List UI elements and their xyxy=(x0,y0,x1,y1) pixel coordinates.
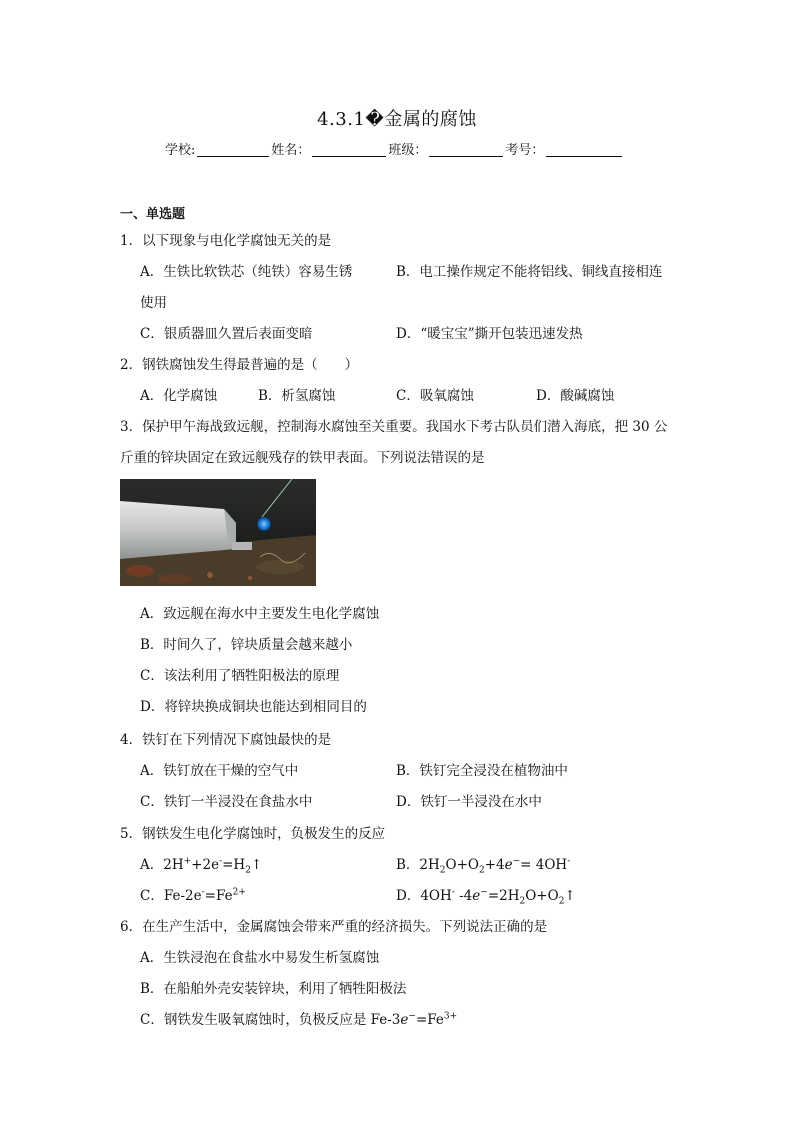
question-1-option-a[interactable]: A．生铁比软铁芯（纯铁）容易生锈 xyxy=(140,264,353,280)
formula-part: ↑ xyxy=(564,888,576,904)
option-a-prefix: A． xyxy=(140,857,164,873)
formula-part: = 4OH xyxy=(520,857,568,873)
formula-part: =2H xyxy=(487,888,520,904)
formula-part: -4 xyxy=(454,888,473,904)
school-blank[interactable] xyxy=(197,142,269,157)
question-3-option-a[interactable]: A．致远舰在海水中主要发生电化学腐蚀 xyxy=(140,606,380,622)
question-3-option-d[interactable]: D．将锌块换成铜块也能达到相同目的 xyxy=(140,699,367,715)
formula-sup: + xyxy=(183,856,192,867)
page-title: 4.3.1�金属的腐蚀 xyxy=(317,109,477,130)
question-3-stem-line-1: 3．保护甲午海战致远舰，控制海水腐蚀至关重要。我国水下考古队员们潜入海底，把 30 公 xyxy=(120,419,668,435)
question-3-option-b[interactable]: B．时间久了，锌块质量会越来越小 xyxy=(140,637,353,653)
question-1-option-b[interactable]: B．电工操作规定不能将铝线、铜线直接相连 xyxy=(396,264,663,280)
zinc-block-on-shipwreck-photo xyxy=(120,479,316,586)
formula-part: =Fe xyxy=(204,888,233,904)
school-label: 学校: xyxy=(165,143,196,158)
formula-sub: 2 xyxy=(478,865,485,876)
question-2-stem: 2．钢铁腐蚀发生得最普遍的是（ ） xyxy=(120,357,359,373)
formula-part: 2H xyxy=(419,857,440,873)
question-2-option-c[interactable]: C．吸氧腐蚀 xyxy=(396,388,474,404)
formula-part: +2e xyxy=(191,857,220,873)
option-c-prefix: C． xyxy=(140,888,164,904)
formula-sup: - xyxy=(201,887,205,898)
formula-sup: - xyxy=(219,856,223,867)
formula-part: 4OH xyxy=(420,888,452,904)
class-blank[interactable] xyxy=(429,142,503,157)
exam-no-label: 考号： xyxy=(505,143,545,158)
formula-sub: 2 xyxy=(519,896,526,907)
question-4-option-c[interactable]: C．铁钉一半浸没在食盐水中 xyxy=(140,794,313,810)
formula-sup: − xyxy=(512,856,521,867)
question-6-option-a[interactable]: A．生铁浸泡在食盐水中易发生析氢腐蚀 xyxy=(140,950,380,966)
formula-part: +4 xyxy=(484,857,505,873)
section-heading: 一、单选题 xyxy=(120,207,186,222)
formula-sup: − xyxy=(480,887,488,898)
formula-part: O+O xyxy=(525,888,559,904)
question-6-option-b[interactable]: B．在船舶外壳安装锌块，利用了牺牲阳极法 xyxy=(140,981,407,997)
formula-sup: 3+ xyxy=(443,1011,458,1022)
name-blank[interactable] xyxy=(312,142,386,157)
student-info-line xyxy=(165,139,624,158)
question-5-stem: 5．钢铁发生电化学腐蚀时，负极发生的反应 xyxy=(120,826,386,842)
formula-sub: 2 xyxy=(558,896,565,907)
question-1-stem: 1．以下现象与电化学腐蚀无关的是 xyxy=(120,233,332,249)
question-4-option-d[interactable]: D．铁钉一半浸没在水中 xyxy=(396,794,542,810)
question-2-option-d[interactable]: D．酸碱腐蚀 xyxy=(536,388,615,404)
question-5-option-c[interactable] xyxy=(140,884,246,904)
formula-sup: 2+ xyxy=(232,887,246,898)
formula-part: Fe-2e xyxy=(163,888,202,904)
class-label: 班级： xyxy=(388,143,428,158)
formula-sup: - xyxy=(567,856,571,867)
formula-part: ↑ xyxy=(250,857,263,873)
question-1-option-b-continued: 使用 xyxy=(140,295,167,311)
question-6-option-c[interactable] xyxy=(140,1008,457,1028)
formula-sub: 2 xyxy=(439,865,446,876)
option-b-prefix: B． xyxy=(396,857,420,873)
formula-part: =H xyxy=(222,857,246,873)
question-4-stem: 4．铁钉在下列情况下腐蚀最快的是 xyxy=(120,732,332,748)
question-3-option-c[interactable]: C．该法利用了牺牲阳极法的原理 xyxy=(140,668,340,684)
name-label: 姓名： xyxy=(271,143,311,158)
question-4-option-a[interactable]: A．铁钉放在干燥的空气中 xyxy=(140,763,299,779)
question-1-option-c[interactable]: C．银质器皿久置后表面变暗 xyxy=(140,326,313,342)
option-c-text: C．钢铁发生吸氧腐蚀时，负极反应是 Fe-3 xyxy=(140,1012,401,1028)
formula-part: 2H xyxy=(163,857,184,873)
question-2-option-b[interactable]: B．析氢腐蚀 xyxy=(258,388,336,404)
question-5-option-b[interactable] xyxy=(396,853,571,876)
formula-sub: 2 xyxy=(245,865,251,876)
question-2-option-a[interactable]: A．化学腐蚀 xyxy=(140,388,218,404)
question-1-option-d[interactable]: D．“暖宝宝”撕开包装迅速发热 xyxy=(396,326,583,342)
question-6-stem: 6．在生产生活中，金属腐蚀会带来严重的经济损失。下列说法正确的是 xyxy=(120,919,548,935)
exam-no-blank[interactable] xyxy=(546,142,622,157)
formula-italic-e: e xyxy=(472,888,481,904)
formula-italic-e: e xyxy=(400,1012,409,1028)
question-5-option-d[interactable] xyxy=(396,884,576,907)
question-3-stem-line-2: 斤重的锌块固定在致远舰残存的铁甲表面。下列说法错误的是 xyxy=(120,450,485,466)
formula-sup: − xyxy=(408,1011,416,1022)
formula-italic-e: e xyxy=(504,857,513,873)
formula-part: =Fe xyxy=(415,1012,444,1028)
formula-sup: - xyxy=(451,887,455,898)
question-5-option-a[interactable] xyxy=(140,853,263,876)
question-4-option-b[interactable]: B．铁钉完全浸没在植物油中 xyxy=(396,763,568,779)
option-d-prefix: D． xyxy=(396,888,421,904)
formula-part: O+O xyxy=(445,857,479,873)
